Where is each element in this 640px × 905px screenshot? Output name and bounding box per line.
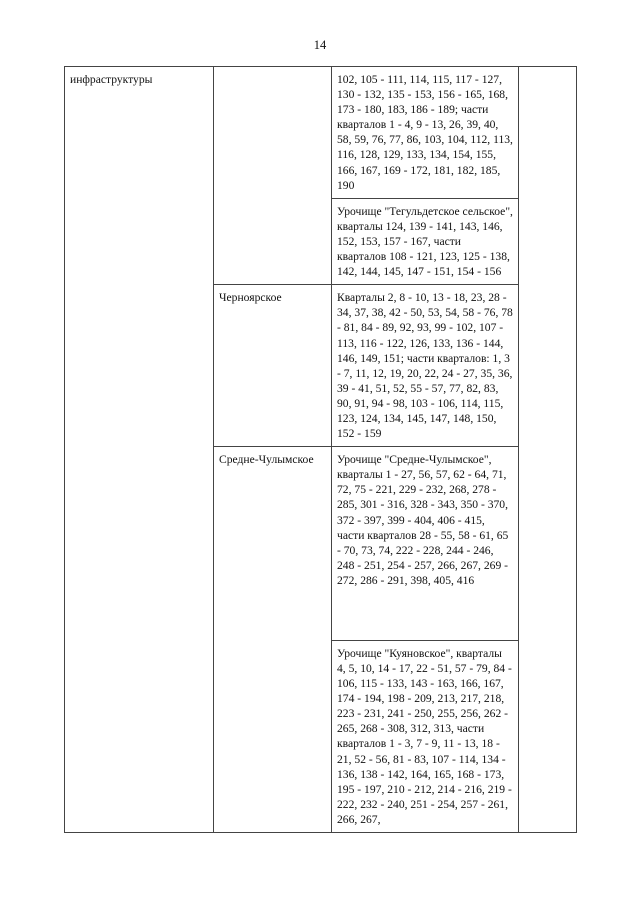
quarters-table	[64, 66, 577, 833]
district-cell: Черноярское	[214, 285, 332, 447]
quarters-cell: Урочище "Тегульдетское сельское", кварталы 124, 139 - 141, 143, 146, 152, 153, 157 - 167, части кварталов 108 - 121, 123, 125 - 138, 142, 144, 145, 147 - 151, 154 - 156	[332, 198, 519, 284]
quarters-cell: Урочище "Средне-Чулымское", кварталы 1 - 27, 56, 57, 62 - 64, 71, 72, 75 - 221, 229 - 232, 268, 278 - 285, 301 - 316, 328 - 343, 350 - 370, 372 - 397, 399 - 404, 406 - 415, части кварталов 28 - 55, 58 - 61, 65 - 70, 73, 74, 222 - 228, 244 - 246, 248 - 251, 254 - 257, 266, 267, 269 - 272, 286 - 291, 398, 405, 416	[332, 447, 519, 641]
quarters-cell: 102, 105 - 111, 114, 115, 117 - 127, 130 - 132, 135 - 153, 156 - 165, 168, 173 - 180, 183, 186 - 189; части кварталов 1 - 4, 9 - 13, 26, 39, 40, 58, 59, 76, 77, 86, 103, 104, 112, 113, 116, 128, 129, 133, 134, 154, 155, 166, 167, 169 - 172, 181, 182, 185, 190	[332, 67, 519, 199]
notes-cell	[519, 67, 577, 833]
quarters-cell: Урочище "Куяновское", кварталы 4, 5, 10, 14 - 17, 22 - 51, 57 - 79, 84 - 106, 115 - 133, 143 - 163, 166, 167, 174 - 194, 198 - 209, 213, 217, 218, 223 - 231, 241 - 250, 255, 256, 262 - 265, 268 - 308, 312, 313, части кварталов 1 - 3, 7 - 9, 11 - 13, 18 - 21, 52 - 56, 81 - 83, 107 - 114, 134 - 136, 138 - 142, 164, 165, 168 - 173, 195 - 197, 210 - 212, 214 - 216, 219 - 222, 232 - 240, 251 - 254, 257 - 261, 266, 267,	[332, 640, 519, 832]
quarters-cell: Кварталы 2, 8 - 10, 13 - 18, 23, 28 - 34, 37, 38, 42 - 50, 53, 54, 58 - 76, 78 - 81, 84 - 89, 92, 93, 99 - 102, 107 - 113, 116 - 122, 126, 133, 136 - 144, 146, 149, 151; части кварталов: 1, 3 - 7, 11, 12, 19, 20, 22, 24 - 27, 35, 36, 39 - 41, 51, 52, 55 - 57, 77, 82, 83, 90, 91, 94 - 98, 103 - 106, 114, 115, 123, 124, 134, 145, 147, 148, 150, 152 - 159	[332, 285, 519, 447]
purpose-cell: инфраструктуры	[65, 67, 214, 833]
district-cell: Средне-Чулымское	[214, 447, 332, 833]
page-number: 14	[313, 38, 327, 52]
district-cell	[214, 67, 332, 285]
table-row	[65, 67, 577, 199]
